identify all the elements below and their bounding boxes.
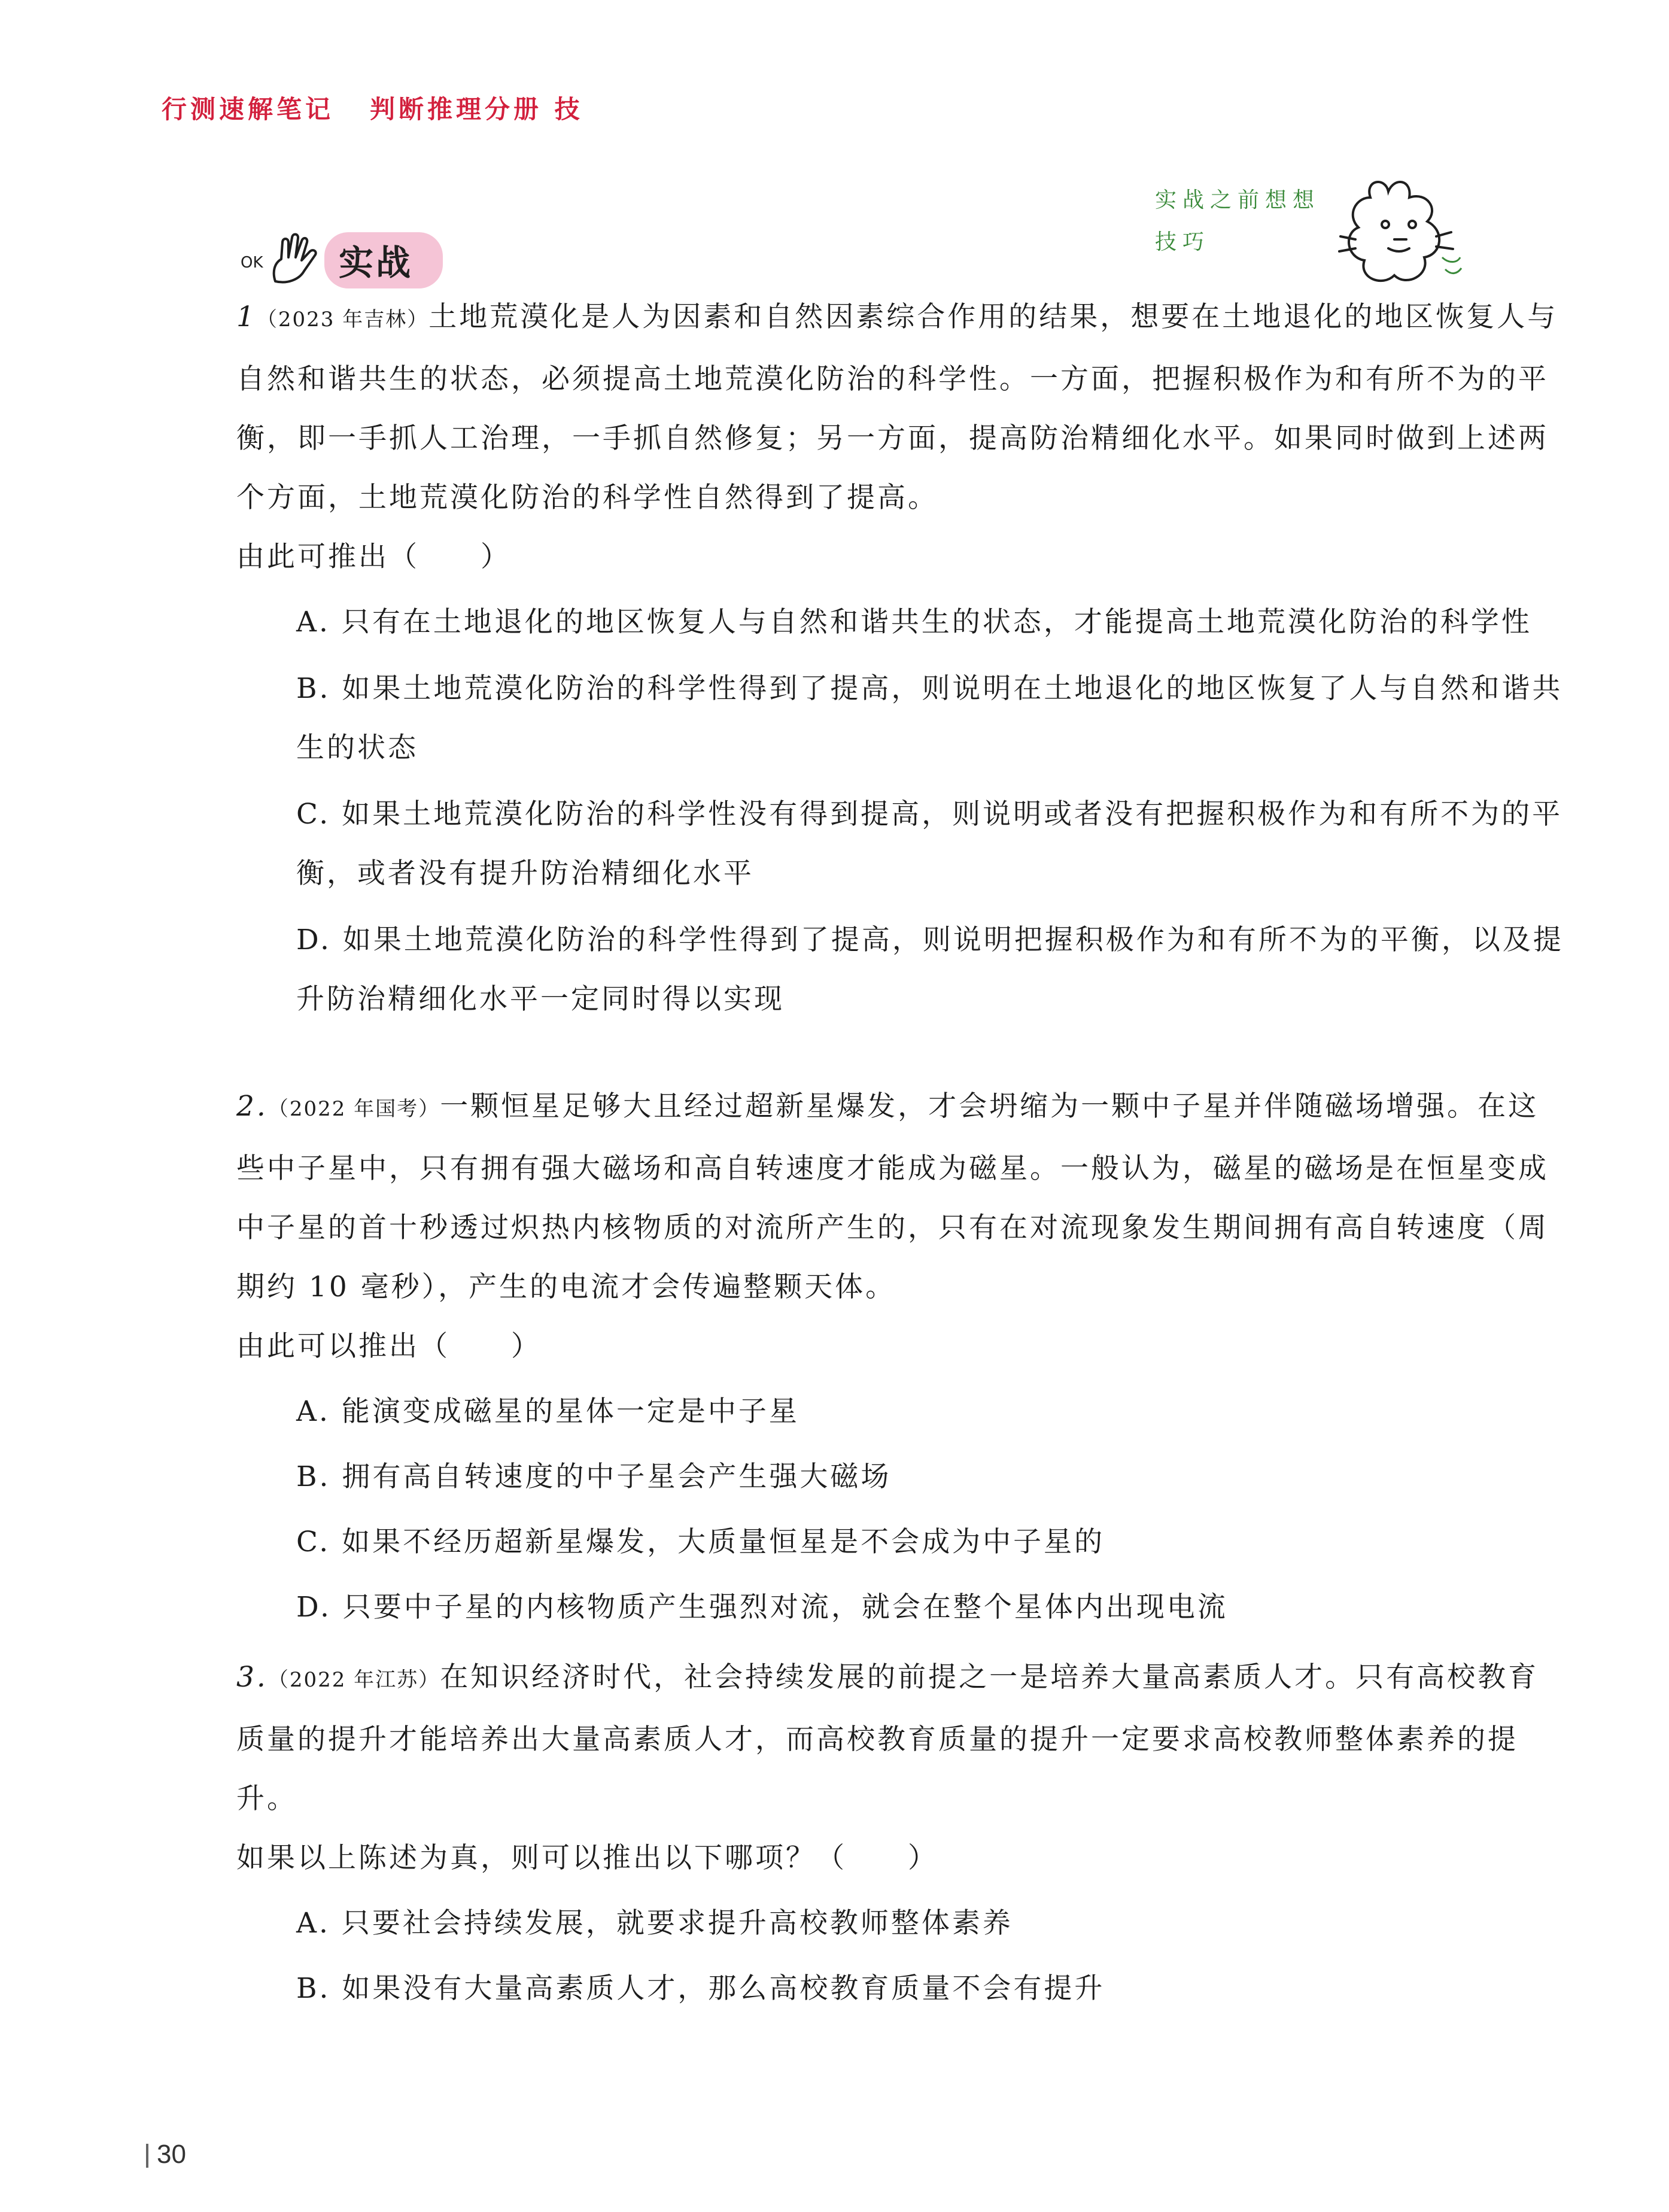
question-source: （2022 年国考） [267,1097,440,1121]
page-number-divider [146,2144,148,2168]
question-2 [236,1077,1565,1637]
section-tag [239,230,443,290]
question-stem [236,1077,1565,1317]
page-number-value: 30 [157,2140,186,2169]
question-source: （2023 年吉林） [256,308,429,332]
question-prompt: 由此可以推出（ ） [236,1330,542,1363]
section-title: 判断推理分册 技 [370,95,583,124]
question-number: 3. [236,1661,268,1694]
question-prompt: 由此可推出（ ） [236,540,511,573]
corner-note-line-1: 实战之前想想 [1155,188,1321,212]
question-text: 土地荒漠化是人为因素和自然因素综合作用的结果，想要在土地退化的地区恢复人与自然和谐共生的状态，必须提高土地荒漠化防治的科学性。一方面，把握积极作为和有所不为的平衡，即一手抓人工治理，一手抓自然修复；另一方面，提高防治精细化水平。如果同时做到上述两个方面，土地荒漠化防治的科学性自然得到了提高。 [236,300,1558,514]
question-number: 1 [236,300,257,333]
section-label: 实战 [324,232,443,288]
question-stem [236,287,1565,527]
option-b: B. 如果没有大量高素质人才，那么高校教育质量不会有提升 [296,1972,1105,2005]
question-source: （2022 年江苏） [267,1668,440,1692]
option-list [236,1382,1565,1637]
option-a: A. 能演变成磁星的星体一定是中子星 [296,1395,799,1428]
mascot-illustration [1328,174,1466,293]
question-3 [236,1648,1565,2018]
question-stem [236,1648,1565,1828]
question-1 [236,287,1565,1029]
hand-ok-text: OK [241,254,263,272]
option-b: B. 如果土地荒漠化防治的科学性得到了提高，则说明在土地退化的地区恢复了人与自然和谐共生的状态 [296,672,1563,764]
question-text: 一颗恒星足够大且经过超新星爆发，才会坍缩为一颗中子星并伴随磁场增强。在这些中子星中，只有拥有强大磁场和高自转速度才能成为磁星。一般认为，磁星的磁场是在恒星变成中子星的首十秒透过炽热内核物质的对流所产生的，只有在对流现象发生期间拥有高自转速度（周期约 10 毫秒），产生的电流才会传遍整颗天体。 [236,1090,1549,1304]
option-list [236,592,1565,1029]
question-number: 2. [236,1090,268,1123]
option-d: D. 只要中子星的内核物质产生强烈对流，就会在整个星体内出现电流 [296,1591,1228,1624]
option-b: B. 拥有高自转速度的中子星会产生强大磁场 [296,1460,892,1493]
book-title: 行测速解笔记 [162,95,335,124]
ok-hand-icon [239,230,329,290]
running-header [162,90,583,126]
question-prompt: 如果以上陈述为真，则可以推出以下哪项？（ ） [236,1842,938,1874]
option-c: C. 如果不经历超新星爆发，大质量恒星是不会成为中子星的 [296,1526,1105,1558]
option-list [236,1894,1565,2018]
corner-note [1155,180,1320,263]
option-a: A. 只要社会持续发展，就要求提升高校教师整体素养 [296,1907,1013,1940]
option-a: A. 只有在土地退化的地区恢复人与自然和谐共生的状态，才能提高土地荒漠化防治的科学性 [296,606,1532,639]
page-number [146,2140,186,2170]
question-text: 在知识经济时代，社会持续发展的前提之一是培养大量高素质人才。只有高校教育质量的提升才能培养出大量高素质人才，而高校教育质量的提升一定要求高校教师整体素养的提升。 [236,1661,1539,1815]
question-list [236,287,1565,2024]
option-c: C. 如果土地荒漠化防治的科学性没有得到提高，则说明或者没有把握积极作为和有所不为的平衡，或者没有提升防治精细化水平 [296,798,1563,890]
corner-note-line-2: 技巧 [1155,230,1211,254]
option-d: D. 如果土地荒漠化防治的科学性得到了提高，则说明把握积极作为和有所不为的平衡，以及提升防治精细化水平一定同时得以实现 [296,923,1564,1016]
